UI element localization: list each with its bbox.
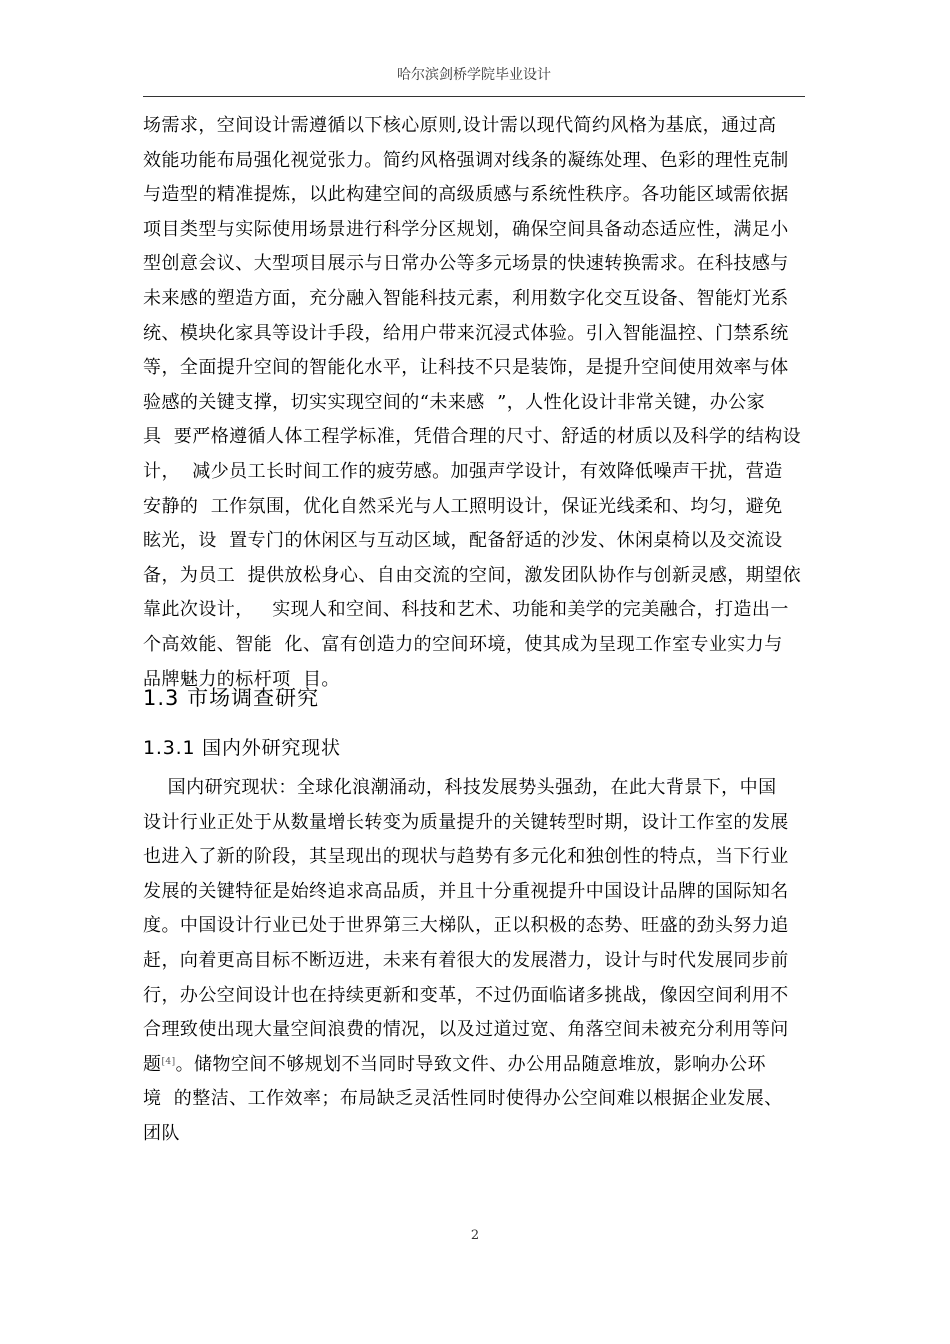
text-line: 项目类型与实际使用场景进行科学分区规划，确保空间具备动态适应性，满足小 [143, 218, 789, 240]
page-number: 2 [470, 1228, 480, 1243]
text-line: 行，办公空间设计也在持续更新和变革，不过仍面临诸多挑战，像因空间利用不 [143, 984, 789, 1006]
subsection-heading: 1.3.1 国内外研究现状 [143, 737, 341, 759]
text-line: 度。中国设计行业已处于世界第三大梯队，正以积极的态势、旺盛的劲头努力追 [143, 915, 789, 937]
text-segment: 题 [143, 1053, 162, 1075]
text-line: 与造型的精准提炼，以此构建空间的高级质感与系统性秩序。各功能区域需依据 [143, 184, 789, 206]
header-divider [143, 96, 805, 97]
text-segment: 。储物空间不够规划不当同时导致文件、办公用品随意堆放，影响办公环 [175, 1053, 766, 1075]
text-line-with-citation [143, 1048, 811, 1083]
text-line: 靠此次设计， 实现人和空间、科技和艺术、功能和美学的完美融合，打造出一 [143, 599, 789, 621]
text-line: 设计行业正处于从数量增长转变为质量提升的关键转型时期，设计工作室的发展 [143, 811, 789, 833]
citation-reference[interactable]: [4] [161, 1056, 176, 1067]
text-line: 合理致使出现大量空间浪费的情况，以及过道过宽、角落空间未被充分利用等问 [143, 1019, 789, 1041]
text-line: 未来感的塑造方面，充分融入智能科技元素，利用数字化交互设备、智能灯光系 [143, 287, 789, 309]
body-paragraph-2 [143, 771, 811, 1152]
text-line: 境 的整洁、工作效率；布局缺乏灵活性同时使得办公空间难以根据企业发展、 [143, 1088, 783, 1110]
text-line: 也进入了新的阶段，其呈现出的现状与趋势有多元化和独创性的特点，当下行业 [143, 846, 789, 868]
text-line: 验感的关键支撑，切实实现空间的“未来感 ”，人性化设计非常关键，办公家 [143, 391, 766, 413]
text-line: 场需求，空间设计需遵循以下核心原则,设计需以现代简约风格为基底，通过高 [143, 115, 777, 136]
section-heading: 1.3 市场调查研究 [143, 686, 320, 710]
text-line: 个高效能、智能 化、富有创造力的空间环境，使其成为呈现工作室专业实力与 [143, 633, 783, 655]
text-line: 赶，向着更高目标不断迈进，未来有着很大的发展潜力，设计与时代发展同步前 [143, 949, 789, 971]
text-line: 型创意会议、大型项目展示与日常办公等多元场景的快速转换需求。在科技感与 [143, 253, 789, 275]
text-line: 计， 减少员工长时间工作的疲劳感。加强声学设计，有效降低噪声干扰，营造 [143, 460, 783, 482]
text-line: 效能功能布局强化视觉张力。简约风格强调对线条的凝练处理、色彩的理性克制 [143, 149, 789, 171]
text-line: 团队 [143, 1122, 180, 1144]
text-line: 安静的 工作氛围，优化自然采光与人工照明设计，保证光线柔和、均匀，避免 [143, 495, 783, 517]
text-line: 具 要严格遵循人体工程学标准，凭借合理的尺寸、舒适的材质以及科学的结构设 [143, 426, 802, 448]
page-header: 哈尔滨剑桥学院毕业设计 [397, 67, 551, 83]
text-line: 发展的关键特征是始终追求高品质，并且十分重视提升中国设计品牌的国际知名 [143, 880, 789, 902]
text-line: 备，为员工 提供放松身心、自由交流的空间，激发团队协作与创新灵感，期望依 [143, 564, 802, 586]
text-line: 国内研究现状：全球化浪潮涌动，科技发展势头强劲，在此大背景下，中国 [143, 777, 777, 798]
text-line: 品牌魅力的标杆项 目。 [143, 668, 340, 690]
text-line: 统、模块化家具等设计手段，给用户带来沉浸式体验。引入智能温控、门禁系统 [143, 322, 789, 344]
text-line: 等，全面提升空间的智能化水平，让科技不只是装饰，是提升空间使用效率与体 [143, 357, 789, 379]
body-paragraph-1 [143, 109, 811, 697]
text-line: 眩光，设 置专门的休闲区与互动区域，配备舒适的沙发、休闲桌椅以及交流设 [143, 530, 783, 552]
